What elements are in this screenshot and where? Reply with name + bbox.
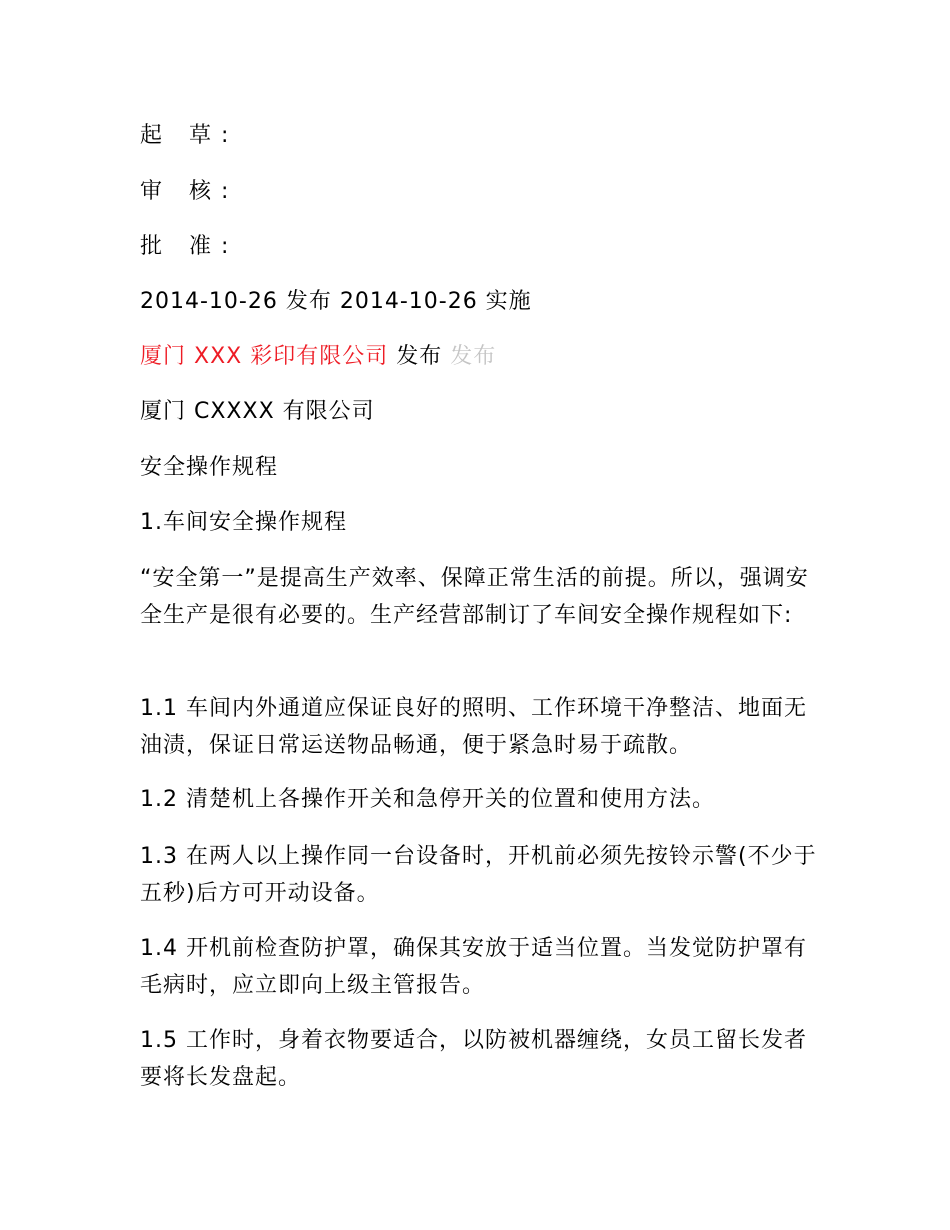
rule-1-2: 1.2 清楚机上各操作开关和急停开关的位置和使用方法。 [140, 787, 715, 812]
rule-1-5: 1.5 工作时，身着衣物要适合，以防被机器缠绕，女员工留长发者要将长发盘起。 [140, 1028, 807, 1090]
rule-1-1: 1.1 车间内外通道应保证良好的照明、工作环境干净整洁、地面无油渍，保证日常运送物品畅通，便于紧急时易于疏散。 [140, 696, 807, 758]
approve-label: 批 准: [140, 234, 239, 259]
publisher-line [140, 339, 496, 375]
rule-1-3: 1.3 在两人以上操作同一台设备时，开机前必须先按铃示警(不少于五秒)后方可开动设备。 [140, 844, 817, 906]
draft-label: 起 草: [140, 123, 239, 148]
publish-text-faded: 发布 [450, 344, 497, 369]
publish-text: 发布 [396, 344, 443, 369]
issue-and-effective-dates: 2014-10-26 发布 2014-10-26 实施 [140, 289, 532, 314]
intro-paragraph: “安全第一”是提高生产效率、保障正常生活的前提。所以，强调安全生产是很有必要的。生产经营部制订了车间安全操作规程如下: [140, 566, 809, 628]
rule-1-4: 1.4 开机前检查防护罩，确保其安放于适当位置。当发觉防护罩有毛病时，应立即向上级主管报告。 [140, 936, 807, 998]
section-title: 1.车间安全操作规程 [140, 510, 347, 535]
publisher-company: 厦门 XXX 彩印有限公司 [140, 344, 389, 369]
document-title: 安全操作规程 [140, 455, 279, 480]
review-label: 审 核: [140, 179, 239, 204]
company-name: 厦门 CXXXX 有限公司 [140, 399, 375, 424]
